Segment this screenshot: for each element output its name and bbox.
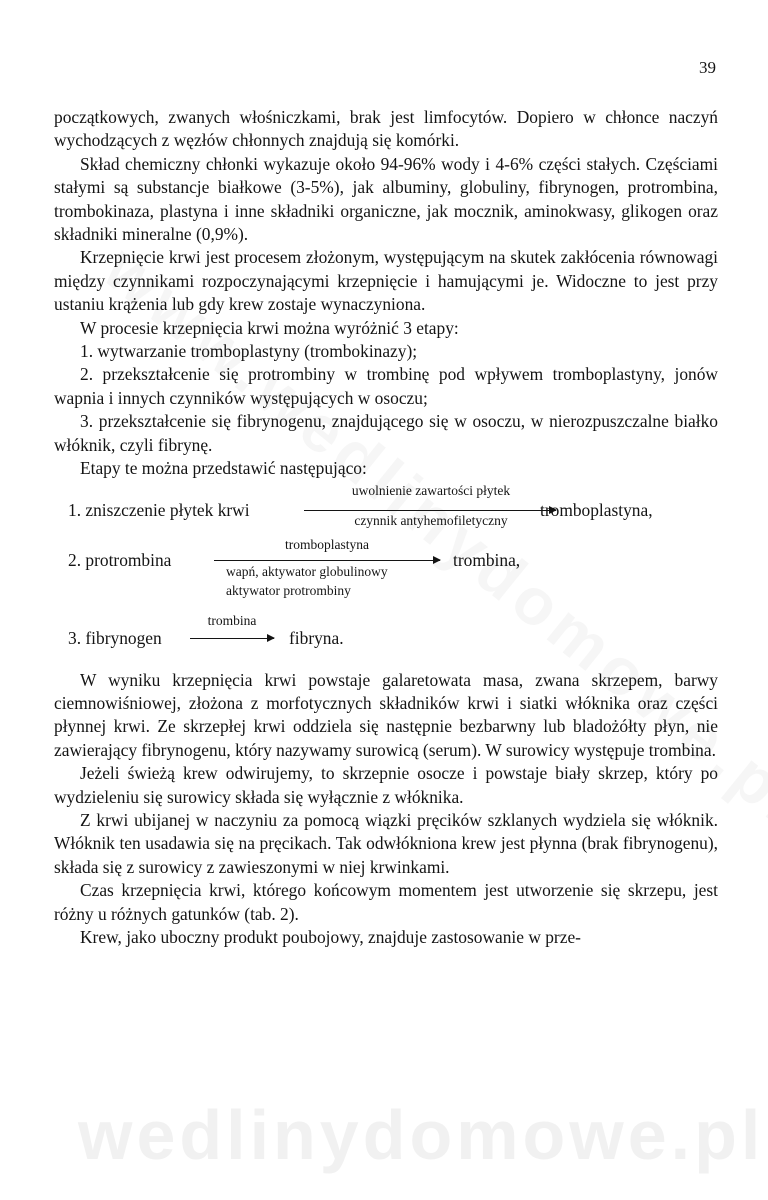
paragraph: Krzepnięcie krwi jest procesem złożonym, występującym na skutek zakłócenia równowagi między czynnikami rozpoczynającymi krzepnięcie i hamującymi je. Widoczne to jest przy ustaniu krążenia lub gdy krew zostaje wynaczyniona. [54, 247, 718, 315]
equation-reactant: 2. protrombina [68, 549, 172, 570]
equation-above-label: tromboplastyna [285, 536, 369, 552]
paragraph: Jeżeli świeżą krew odwirujemy, to skrzepnie osocze i powstaje biały skrzep, który po wydzieleniu się surowicy składa się wyłącznie z włóknika. [54, 763, 718, 807]
equation-product: tromboplastyna, [540, 499, 653, 520]
list-item: 1. wytwarzanie tromboplastyny (trombokinazy); [80, 341, 418, 362]
reaction-arrow-icon [304, 510, 556, 511]
watermark: wedlinydomowe.pl [78, 1096, 765, 1174]
equation-reactant: 1. zniszczenie płytek krwi [68, 499, 250, 520]
reaction-equation-3 [54, 612, 718, 665]
equation-below-label: wapń, aktywator globulinowy [226, 563, 388, 579]
paragraph: W wyniku krzepnięcia krwi powstaje galaretowata masa, zwana skrzepem, barwy ciemnowiśniowej, złożona z morfotycznych składników krwi i siatki włóknika oraz części płynnej krwi. Ze skrzepłej krwi oddziela się następnie bezbarwny lub bladożółty płyn, nie zawierający fibrynogenu, który nazywamy surowicą (serum). W surowicy występuje trombina. [54, 669, 718, 760]
paragraph: Etapy te można przedstawić następująco: [80, 458, 367, 479]
reaction-arrow-icon [214, 560, 440, 561]
paragraph: Skład chemiczny chłonki wykazuje około 94-96% wody i 4-6% części stałych. Częściami stałymi są substancje białkowe (3-5%), jak albuminy, globuliny, fibrynogen, protrombina, trombokinaza, plastyna i inne składniki organiczne, jak mocznik, aminokwasy, glikogen oraz składniki mineralne (0,9%). [54, 153, 718, 245]
equation-product: trombina, [453, 549, 521, 570]
paragraph: Czas krzepnięcia krwi, którego końcowym momentem jest utworzenie się skrzepu, jest różny u różnych gatunków (tab. 2). [54, 880, 718, 924]
list-item: 2. przekształcenie się protrombiny w trombinę pod wpływem tromboplastyny, jonów wapnia i innych czynników występujących w osoczu; [54, 364, 718, 408]
page-number: 39 [699, 58, 716, 77]
paragraph: Krew, jako uboczny produkt poubojowy, znajduje zastosowanie w prze- [80, 926, 581, 947]
equation-reactant: 3. fibrynogen [68, 627, 162, 648]
list-item: 3. przekształcenie się fibrynogenu, znajdującego się w osoczu, w nierozpuszczalne białko włóknik, czyli fibrynę. [54, 411, 718, 455]
equation-below-label: aktywator protrombiny [226, 582, 351, 598]
body-text [54, 106, 718, 949]
paragraph: W procesie krzepnięcia krwi można wyróżnić 3 etapy: [80, 317, 459, 338]
equation-product: fibryna. [289, 627, 344, 648]
equation-above-label: trombina [207, 612, 257, 628]
reaction-equation-1 [54, 482, 718, 543]
reaction-arrow-icon [190, 638, 274, 639]
equation-below-label: czynnik antyhemofiletyczny [354, 512, 508, 528]
paragraph: Z krwi ubijanej w naczyniu za pomocą wiązki pręcików szklanych wydziela się włóknik. Włóknik ten usadawia się na pręcikach. Tak odwłókniona krew jest płynna (brak fibrynogenu), składa się z surowicy z zawieszonymi w niej krwinkami. [54, 809, 718, 877]
equation-above-label: uwolnienie zawartości płytek [351, 482, 511, 498]
reaction-equation-2 [54, 536, 718, 621]
paragraph: początkowych, zwanych włośniczkami, brak jest limfocytów. Dopiero w chłonce naczyń wychodzących z węzłów chłonnych znajdują się komórki. [54, 107, 718, 151]
